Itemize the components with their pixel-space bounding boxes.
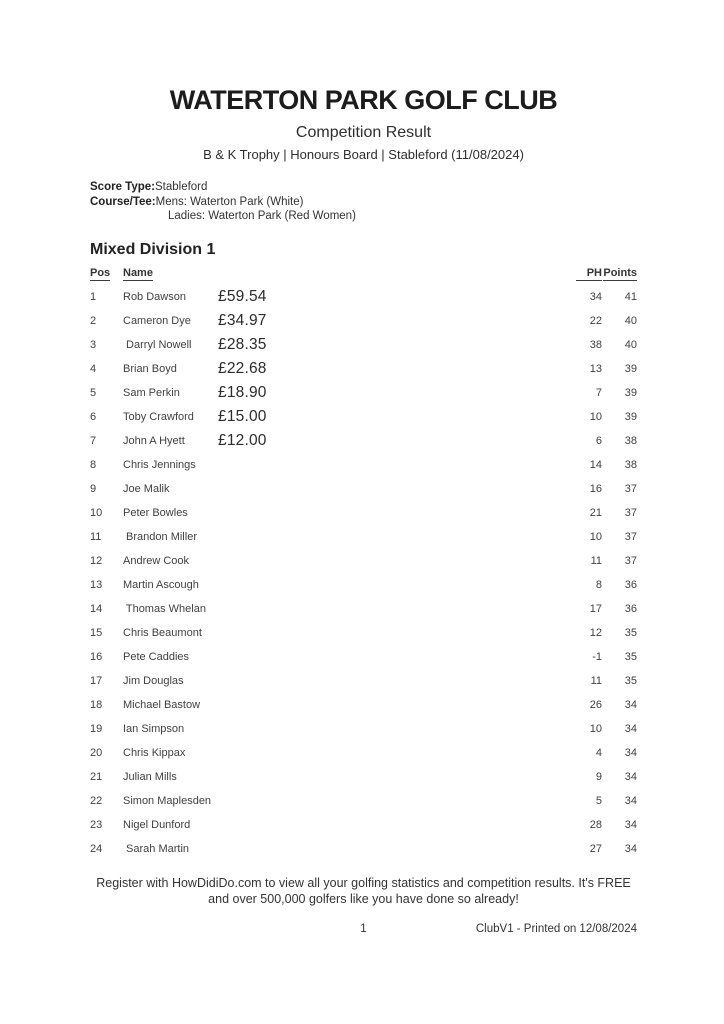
- register-promo-line2: and over 500,000 golfers like you have done so already!: [208, 891, 519, 906]
- column-header-pos: Pos: [90, 266, 111, 279]
- result-row: [90, 429, 637, 453]
- playing-handicap-value: 4: [595, 746, 602, 759]
- points-value: 38: [624, 458, 637, 471]
- position-value: 2: [90, 314, 97, 327]
- result-row: [90, 669, 637, 693]
- points-value: 39: [624, 410, 637, 423]
- player-name: Jim Douglas: [123, 674, 184, 687]
- table-header-row: [90, 263, 637, 285]
- points-value: 39: [624, 386, 637, 399]
- playing-handicap-value: 38: [589, 338, 602, 351]
- position-value: 3: [90, 338, 97, 351]
- points-value: 37: [624, 554, 637, 567]
- player-name: Cameron Dye: [123, 314, 191, 327]
- result-row: [90, 285, 637, 309]
- player-name: Michael Bastow: [123, 698, 201, 711]
- position-value: 10: [90, 506, 103, 519]
- position-value: 20: [90, 746, 103, 759]
- player-name: Toby Crawford: [123, 410, 194, 423]
- points-value: 37: [624, 506, 637, 519]
- playing-handicap-value: 28: [589, 818, 602, 831]
- register-promo-line1: Register with HowDidiDo.com to view all your golfing statistics and competition results. It's FREE: [96, 875, 631, 890]
- playing-handicap-value: 17: [589, 602, 602, 615]
- player-name: Sarah Martin: [123, 842, 190, 855]
- points-value: 35: [624, 626, 637, 639]
- result-row: [90, 813, 637, 837]
- position-value: 21: [90, 770, 103, 783]
- player-name: Nigel Dunford: [123, 818, 191, 831]
- playing-handicap-value: 11: [590, 674, 602, 687]
- prize-money: £18.90: [218, 383, 267, 401]
- result-row: [90, 717, 637, 741]
- player-name: Peter Bowles: [123, 506, 188, 519]
- playing-handicap-value: 27: [589, 842, 602, 855]
- result-row: [90, 381, 637, 405]
- result-row: [90, 549, 637, 573]
- result-row: [90, 837, 637, 861]
- playing-handicap-value: 21: [589, 506, 602, 519]
- position-value: 12: [90, 554, 103, 567]
- result-row: [90, 573, 637, 597]
- prize-money: £34.97: [218, 311, 267, 329]
- player-name: John A Hyett: [123, 434, 185, 447]
- result-row: [90, 525, 637, 549]
- table-body: [90, 285, 637, 861]
- points-value: 34: [624, 722, 637, 735]
- result-row: [90, 741, 637, 765]
- playing-handicap-value: -1: [592, 650, 602, 663]
- division-title: Mixed Division 1: [90, 240, 216, 258]
- result-row: [90, 333, 637, 357]
- position-value: 19: [90, 722, 103, 735]
- player-name: Chris Beaumont: [123, 626, 202, 639]
- playing-handicap-value: 6: [595, 434, 602, 447]
- points-value: 37: [624, 482, 637, 495]
- result-row: [90, 357, 637, 381]
- playing-handicap-value: 12: [589, 626, 602, 639]
- player-name: Thomas Whelan: [123, 602, 206, 615]
- course-tee-row: [90, 195, 637, 210]
- playing-handicap-value: 22: [589, 314, 602, 327]
- points-value: 39: [624, 362, 637, 375]
- prize-money: £12.00: [218, 431, 267, 449]
- player-name: Rob Dawson: [123, 290, 186, 303]
- position-value: 4: [90, 362, 97, 375]
- result-row: [90, 765, 637, 789]
- document-header: [90, 0, 637, 162]
- position-value: 6: [90, 410, 97, 423]
- player-name: Chris Jennings: [123, 458, 196, 471]
- course-tee-mens-value: Mens: Waterton Park (White): [155, 195, 304, 208]
- points-value: 38: [624, 434, 637, 447]
- score-type-value: Stableford: [154, 181, 208, 193]
- position-value: 15: [90, 626, 103, 639]
- prize-money: £15.00: [218, 407, 267, 425]
- playing-handicap-value: 10: [589, 722, 602, 735]
- prize-money: £59.54: [218, 287, 267, 305]
- playing-handicap-value: 5: [595, 794, 602, 807]
- player-name: Brian Boyd: [123, 362, 177, 375]
- playing-handicap-value: 9: [595, 770, 602, 783]
- playing-handicap-value: 26: [589, 698, 602, 711]
- points-value: 35: [624, 674, 637, 687]
- points-value: 34: [624, 794, 637, 807]
- page-footer: [90, 923, 637, 937]
- register-promo-text: [90, 875, 637, 907]
- result-row: [90, 477, 637, 501]
- playing-handicap-value: 13: [589, 362, 602, 375]
- result-row: [90, 309, 637, 333]
- result-row: [90, 501, 637, 525]
- position-value: 1: [90, 290, 97, 303]
- position-value: 11: [90, 530, 102, 543]
- result-row: [90, 693, 637, 717]
- position-value: 23: [90, 818, 103, 831]
- result-row: [90, 405, 637, 429]
- result-row: [90, 597, 637, 621]
- points-value: 34: [624, 842, 637, 855]
- player-name: Darryl Nowell: [123, 338, 192, 351]
- points-value: 37: [624, 530, 637, 543]
- course-tee-label: Course/Tee:: [90, 195, 156, 208]
- position-value: 17: [90, 674, 103, 687]
- results-table: [90, 263, 637, 861]
- printed-info: ClubV1 - Printed on 12/08/2024: [475, 922, 637, 935]
- player-name: Sam Perkin: [123, 386, 180, 399]
- page-number: 1: [360, 922, 367, 935]
- column-header-name: Name: [123, 266, 153, 279]
- score-type-row: [90, 180, 637, 195]
- course-tee-ladies-value: Ladies: Waterton Park (Red Women): [168, 210, 356, 222]
- position-value: 14: [90, 602, 103, 615]
- player-name: Andrew Cook: [123, 554, 190, 567]
- playing-handicap-value: 16: [589, 482, 602, 495]
- playing-handicap-value: 34: [589, 290, 602, 303]
- result-row: [90, 453, 637, 477]
- playing-handicap-value: 11: [590, 554, 602, 567]
- points-value: 34: [624, 770, 637, 783]
- points-value: 35: [624, 650, 637, 663]
- position-value: 22: [90, 794, 103, 807]
- position-value: 24: [90, 842, 103, 855]
- result-row: [90, 645, 637, 669]
- position-value: 16: [90, 650, 103, 663]
- points-value: 41: [624, 290, 637, 303]
- player-name: Ian Simpson: [123, 722, 185, 735]
- player-name: Pete Caddies: [123, 650, 190, 663]
- position-value: 13: [90, 578, 103, 591]
- player-name: Brandon Miller: [123, 530, 197, 543]
- player-name: Joe Malik: [123, 482, 170, 495]
- playing-handicap-value: 14: [589, 458, 602, 471]
- playing-handicap-value: 7: [595, 386, 602, 399]
- player-name: Julian Mills: [123, 770, 177, 783]
- points-value: 34: [624, 818, 637, 831]
- player-name: Chris Kippax: [123, 746, 186, 759]
- playing-handicap-value: 8: [595, 578, 602, 591]
- score-type-label: Score Type:: [90, 181, 155, 193]
- prize-money: £22.68: [218, 359, 267, 377]
- position-value: 7: [90, 434, 97, 447]
- points-value: 40: [624, 338, 637, 351]
- points-value: 34: [624, 746, 637, 759]
- position-value: 9: [90, 482, 97, 495]
- player-name: Martin Ascough: [123, 578, 199, 591]
- points-value: 36: [624, 602, 637, 615]
- position-value: 18: [90, 698, 103, 711]
- column-header-ph: PH: [538, 267, 602, 281]
- points-value: 36: [624, 578, 637, 591]
- position-value: 8: [90, 458, 97, 471]
- competition-info-line: B & K Trophy | Honours Board | Stableford (11/08/2024): [203, 147, 524, 162]
- prize-money: £28.35: [218, 335, 267, 353]
- playing-handicap-value: 10: [589, 410, 602, 423]
- competition-details: [90, 180, 637, 224]
- player-name: Simon Maplesden: [123, 794, 212, 807]
- course-tee-ladies-row: [90, 209, 637, 224]
- club-name-title: WATERTON PARK GOLF CLUB: [169, 85, 558, 115]
- points-value: 34: [624, 698, 637, 711]
- result-row: [90, 621, 637, 645]
- position-value: 5: [90, 386, 97, 399]
- column-header-points: Points: [603, 266, 637, 279]
- playing-handicap-value: 10: [589, 530, 602, 543]
- report-subtitle: Competition Result: [295, 124, 432, 141]
- points-value: 40: [624, 314, 637, 327]
- result-row: [90, 789, 637, 813]
